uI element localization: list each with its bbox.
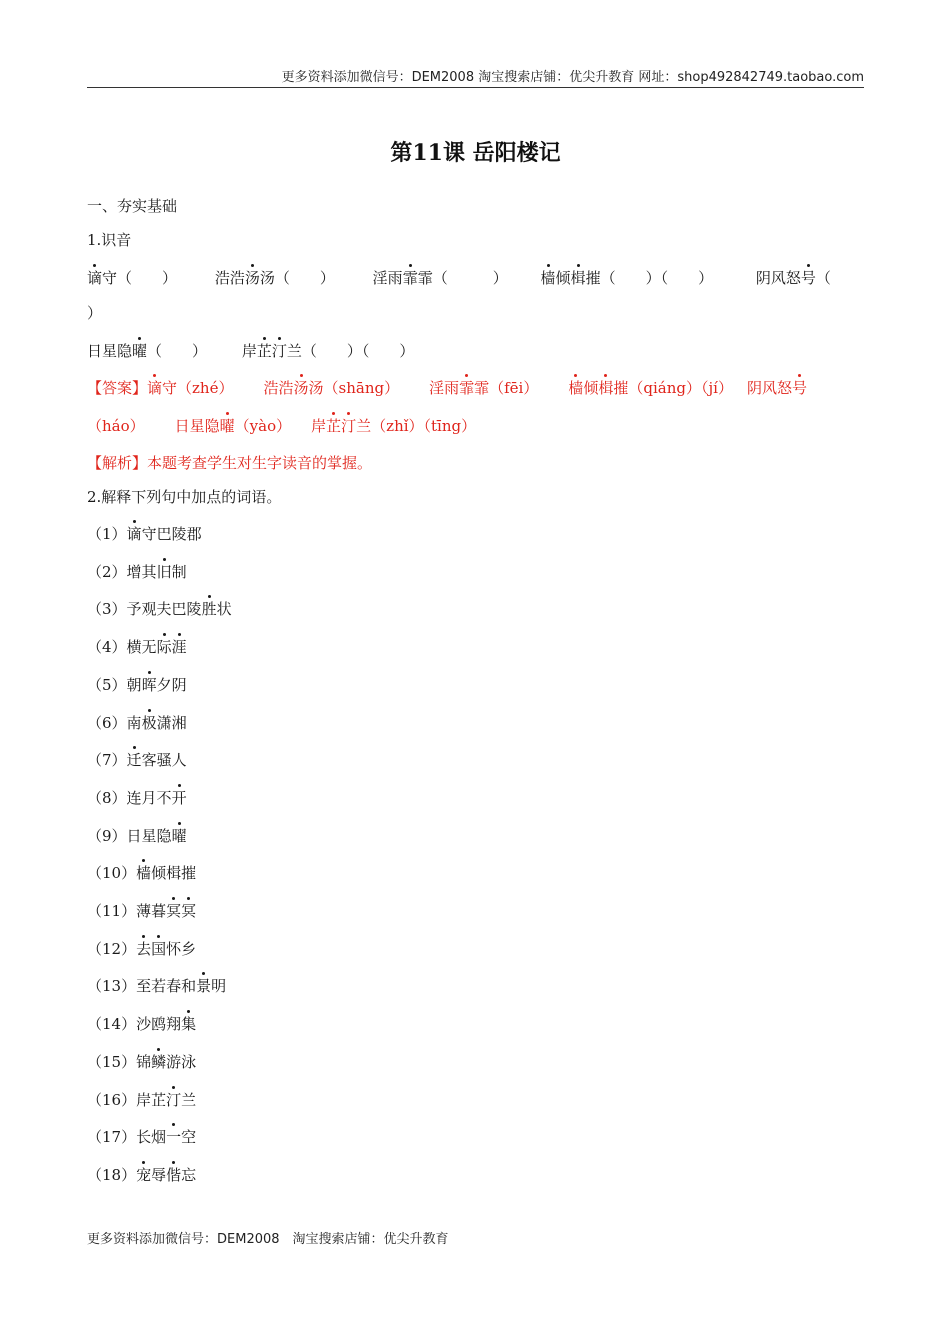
vocab-text: 予观夫巴陵 <box>126 600 202 619</box>
vocab-text: 夕阴 <box>156 675 187 694</box>
vocab-text: 长烟 <box>136 1128 167 1147</box>
analysis-line <box>87 453 372 473</box>
dotted-word: 鳞 <box>151 1052 167 1071</box>
blank[interactable]: （ ） <box>432 269 508 287</box>
word-rixingyinyao: 日星隐曜 <box>87 342 148 360</box>
vocab-text: 辱 <box>151 1165 167 1184</box>
dotted-word: 极 <box>141 713 157 732</box>
page-header: 更多资料添加微信号：DEM2008 淘宝搜索店铺：优尖升教育 网址：shop492842749.taobao.com <box>281 70 864 85</box>
vocab-text: 倾楫摧 <box>151 864 197 883</box>
vocab-item <box>87 599 232 619</box>
vocab-item-number: （15） <box>87 1052 137 1071</box>
pinyin-row-1-wrap: ） <box>87 304 103 322</box>
vocab-item-number: （9） <box>87 826 127 845</box>
answer-line-1: 【答案】谪守（zhé） 浩浩汤汤（shāng） 淫雨霏霏（fēi） 樯倾楫摧（qiáng）（jí） 阴风怒号 <box>87 379 807 397</box>
dotted-word: 景 <box>196 977 212 996</box>
vocab-item <box>87 788 187 808</box>
dotted-word: 宠 <box>136 1165 152 1184</box>
pinyin-row-1 <box>87 268 831 288</box>
word-zheshou: 谪守 <box>87 269 118 287</box>
dotted-word: 开 <box>171 788 187 807</box>
pinyin-row-2 <box>87 341 414 361</box>
vocab-text: 明 <box>211 977 227 996</box>
blank[interactable]: （ ） <box>274 269 335 287</box>
vocab-item <box>87 562 187 582</box>
vocab-text: 连月不 <box>126 788 172 807</box>
dotted-word: 际 <box>156 638 172 657</box>
dotted-word: 涯 <box>171 638 187 657</box>
word-haohaoshangshang: 浩浩汤汤 <box>214 269 275 287</box>
vocab-item-number: （1） <box>87 525 127 543</box>
analysis-tag: 【解析】 <box>87 454 148 472</box>
dotted-word: 汀 <box>166 1090 182 1109</box>
vocab-text: 至若春和 <box>136 977 197 996</box>
blank[interactable]: （ ） <box>117 269 178 287</box>
vocab-item <box>87 826 187 846</box>
vocab-text: 空 <box>181 1128 197 1147</box>
vocab-item-number: （4） <box>87 638 127 657</box>
vocab-text: 游泳 <box>166 1052 197 1071</box>
question-1-label: 1.识音 <box>87 231 132 249</box>
answer-tag: 【答案】 <box>87 379 148 397</box>
vocab-item <box>87 750 187 770</box>
vocab-text: 状 <box>216 600 232 619</box>
vocab-item-number: （18） <box>87 1165 137 1184</box>
vocab-text: 兰 <box>181 1090 197 1109</box>
vocab-text: 怀乡 <box>166 939 197 958</box>
vocab-item-number: （12） <box>87 939 137 958</box>
vocab-item <box>87 524 202 544</box>
vocab-item-number: （17） <box>87 1128 137 1147</box>
vocab-item-number: （11） <box>87 902 137 920</box>
vocab-text: 沙鸥翔 <box>136 1015 182 1034</box>
dotted-word: 国 <box>151 939 167 958</box>
vocab-text: 忘 <box>181 1165 197 1184</box>
vocab-item-number: （3） <box>87 600 127 619</box>
word-qiangqingjicui: 樯倾楫摧 <box>540 269 601 287</box>
vocab-item-number: （6） <box>87 713 127 732</box>
dotted-word: 一 <box>166 1128 182 1147</box>
vocab-text: 增其 <box>126 562 157 581</box>
vocab-item <box>87 675 187 695</box>
page-title: 第11课 岳阳楼记 <box>390 140 561 166</box>
vocab-item <box>87 863 196 883</box>
vocab-item-number: （5） <box>87 675 127 694</box>
vocab-text: 锦 <box>136 1052 152 1071</box>
answer-line-2: （háo） 日星隐曜（yào） 岸芷汀兰（zhǐ）（tīng） <box>87 417 477 435</box>
vocab-item-number: （16） <box>87 1090 137 1109</box>
vocab-item-number: （8） <box>87 788 127 807</box>
blank[interactable]: （ ）（ ） <box>600 269 714 287</box>
dotted-word: 谪 <box>126 525 142 543</box>
blank[interactable]: （ <box>815 269 831 287</box>
dotted-word: 旧 <box>156 562 172 581</box>
vocab-text: 守巴陵郡 <box>141 525 202 543</box>
dotted-word: 胜 <box>201 600 217 619</box>
vocab-text: 制 <box>171 562 187 581</box>
vocab-item <box>87 939 196 959</box>
dotted-word: 迁 <box>126 751 142 770</box>
vocab-item <box>87 637 187 657</box>
dotted-word: 集 <box>181 1015 197 1034</box>
vocab-text: 岸芷 <box>136 1090 167 1109</box>
word-anzhitinglan: 岸芷汀兰 <box>241 342 302 360</box>
vocab-item-number: （7） <box>87 751 127 770</box>
vocab-text: 南 <box>126 713 142 732</box>
vocab-item-number: （13） <box>87 977 137 996</box>
vocab-item <box>87 1127 196 1147</box>
word-yinfengnuhao: 阴风怒号 <box>755 269 816 287</box>
word-yinyufeifei: 淫雨霏霏 <box>372 269 433 287</box>
vocab-item <box>87 976 226 996</box>
dotted-word: 樯 <box>136 864 152 883</box>
vocab-item <box>87 713 187 733</box>
vocab-item <box>87 1052 196 1072</box>
vocab-item <box>87 1090 196 1110</box>
vocab-text: 日星隐 <box>126 826 172 845</box>
vocab-item-number: （10） <box>87 864 137 883</box>
vocab-item <box>87 1165 196 1185</box>
vocab-text: 朝 <box>126 675 142 694</box>
vocab-item-number: （2） <box>87 562 127 581</box>
question-2-label: 2.解释下列句中加点的词语。 <box>87 488 282 506</box>
section-heading: 一、夯实基础 <box>87 197 178 215</box>
vocab-text: 客骚人 <box>141 751 187 770</box>
dotted-word: 冥 <box>166 902 182 920</box>
dotted-word: 偕 <box>166 1165 182 1184</box>
vocab-text: 潇湘 <box>156 713 187 732</box>
blank[interactable]: （ ）（ ） <box>301 342 415 360</box>
vocab-item-number: （14） <box>87 1015 137 1034</box>
header-rule <box>87 87 864 88</box>
vocab-text: 横无 <box>126 638 157 657</box>
dotted-word: 曜 <box>171 826 187 845</box>
dotted-word: 冥 <box>181 902 197 920</box>
dotted-word: 去 <box>136 939 152 958</box>
vocab-text: 薄暮 <box>136 902 167 920</box>
blank[interactable]: （ ） <box>147 342 208 360</box>
analysis-text: 本题考查学生对生字读音的掌握。 <box>147 454 373 472</box>
page-footer: 更多资料添加微信号：DEM2008 淘宝搜索店铺：优尖升教育 <box>87 1232 449 1247</box>
dotted-word: 晖 <box>141 675 157 694</box>
vocab-item <box>87 1014 196 1034</box>
vocab-item <box>87 901 196 921</box>
